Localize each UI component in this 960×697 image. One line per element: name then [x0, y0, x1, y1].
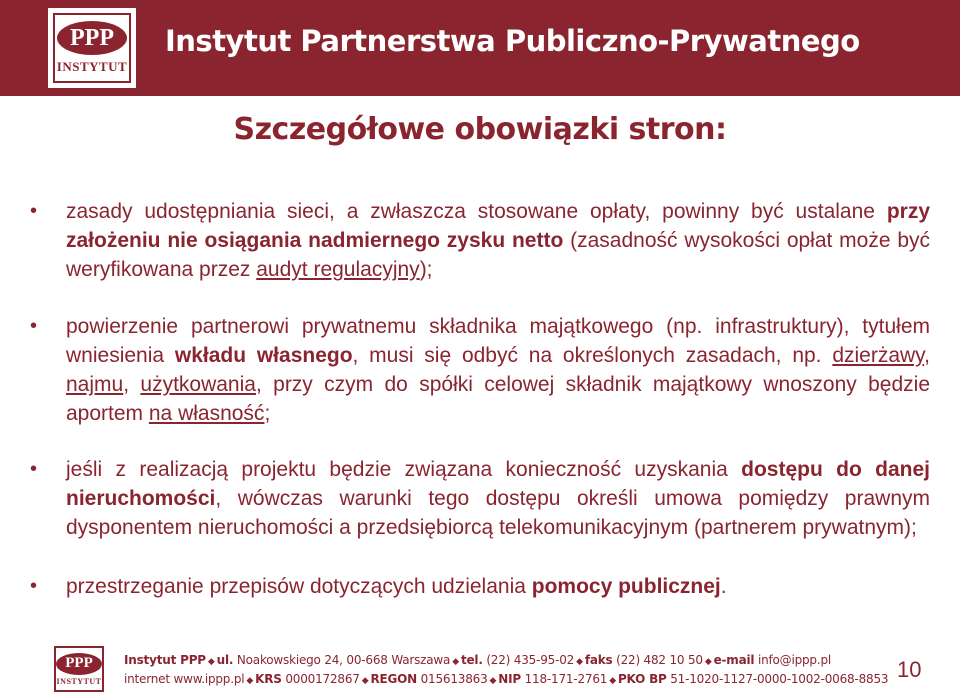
footer-email: info@ippp.pl: [757, 653, 831, 667]
bullet-underlined: na własność: [148, 402, 265, 425]
footer-bank-account: 51-1020-1127-0000-1002-0068-8853: [670, 672, 889, 686]
footer-logo: [50, 642, 108, 696]
footer-label: internet: [124, 672, 170, 686]
bullet-item: [30, 572, 930, 601]
footer-label: ul.: [216, 653, 234, 667]
ppp-logo: [48, 8, 136, 88]
bullet-text: (zasadność wysokości opłat może być weryfikowana przez: [66, 229, 930, 281]
bullet-text: zasady udostępniania sieci, a zwłaszcza stosowane opłaty, powinny być ustalane: [66, 200, 887, 223]
bullet-text: jeśli z realizacją projektu będzie związana konieczność uzyskania: [66, 458, 742, 481]
page-number: 10: [897, 657, 922, 682]
header-title: Instytut Partnerstwa Publiczno-Prywatnego: [165, 24, 860, 58]
separator-diamond: ◆: [207, 657, 215, 667]
footer-label: tel.: [460, 653, 483, 667]
bullet-text: , musi się odbyć na określonych zasadach, np.: [352, 344, 833, 367]
bullet-item: [30, 197, 930, 284]
bullet-text: przestrzeganie przepisów dotyczących udzielania: [66, 575, 532, 598]
bullet-bold: wkładu własnego: [174, 344, 353, 367]
slide-title: Szczegółowe obowiązki stron:: [233, 112, 727, 147]
bullet-text: ;: [264, 402, 271, 425]
logo-caption: INSTYTUT: [56, 59, 128, 74]
separator-diamond: ◆: [489, 676, 497, 686]
bullet-text: );: [419, 258, 433, 281]
footer-website: www.ippp.pl: [173, 672, 245, 686]
bullet-text: , przy czym do spółki celowej składnik majątkowy wnoszony będzie aportem: [66, 373, 931, 425]
footer-label: NIP: [498, 672, 521, 686]
separator-diamond: ◆: [609, 676, 616, 686]
logo-oval: PPP: [56, 653, 102, 675]
bullet-dot: •: [30, 315, 38, 337]
bullet-bold: pomocy publicznej: [531, 575, 721, 598]
footer-label: faks: [584, 653, 613, 667]
bullet-dot: •: [30, 575, 38, 597]
bullet-text: , wówczas warunki tego dostępu określi umowa pomiędzy prawnym dysponentem nieruchomości a przedsiębiorcą telekomunikacyjnym (partnerem prywatnym);: [66, 487, 930, 539]
header-bar: [0, 0, 960, 96]
footer-address: Noakowskiego 24, 00-668 Warszawa: [236, 653, 451, 667]
bullet-item: [30, 455, 930, 542]
bullet-bold: przy założeniu nie osiągania nadmiernego zysku netto: [66, 200, 930, 252]
bullet-dot: •: [30, 458, 38, 480]
footer-krs: 0000172867: [285, 672, 360, 686]
bullet-underlined: dzierżawy: [832, 344, 925, 367]
logo-caption: INSTYTUT: [56, 676, 102, 686]
bullet-underlined: najmu: [66, 373, 124, 396]
footer-contact-line: [124, 653, 831, 667]
bullet-underlined: audyt regulacyjny: [256, 258, 420, 281]
footer-phone: (22) 435-95-02: [486, 653, 575, 667]
separator-diamond: ◆: [452, 657, 459, 667]
bullet-bold: dostępu do danej nieruchomości: [66, 458, 930, 510]
bullet-dot: •: [30, 200, 38, 222]
footer-label: REGON: [370, 672, 417, 686]
bullet-item: [30, 312, 930, 428]
bullet-text: ,: [924, 344, 930, 367]
footer-org: Instytut PPP: [124, 653, 206, 667]
bullet-text: ,: [123, 373, 141, 396]
separator-diamond: ◆: [704, 657, 712, 667]
bullet-text: .: [720, 575, 727, 598]
logo-oval: PPP: [57, 21, 127, 55]
separator-diamond: ◆: [361, 676, 369, 686]
separator-diamond: ◆: [576, 657, 583, 667]
bullet-list: [30, 197, 930, 601]
bullet-underlined: użytkowania: [140, 373, 256, 396]
bullet-text: powierzenie partnerowi prywatnemu składnika majątkowego (np. infrastruktury), tytułem wniesienia: [66, 315, 930, 367]
footer-label: e-mail: [713, 653, 755, 667]
footer-fax: (22) 482 10 50: [616, 653, 703, 667]
footer-label: PKO BP: [617, 672, 667, 686]
footer-registry-line: [124, 672, 888, 686]
footer-label: KRS: [255, 672, 282, 686]
footer-regon: 015613863: [420, 672, 488, 686]
logo-frame: [54, 646, 104, 692]
separator-diamond: ◆: [246, 676, 254, 686]
logo-frame: [53, 13, 131, 83]
footer-nip: 118-171-2761: [524, 672, 608, 686]
